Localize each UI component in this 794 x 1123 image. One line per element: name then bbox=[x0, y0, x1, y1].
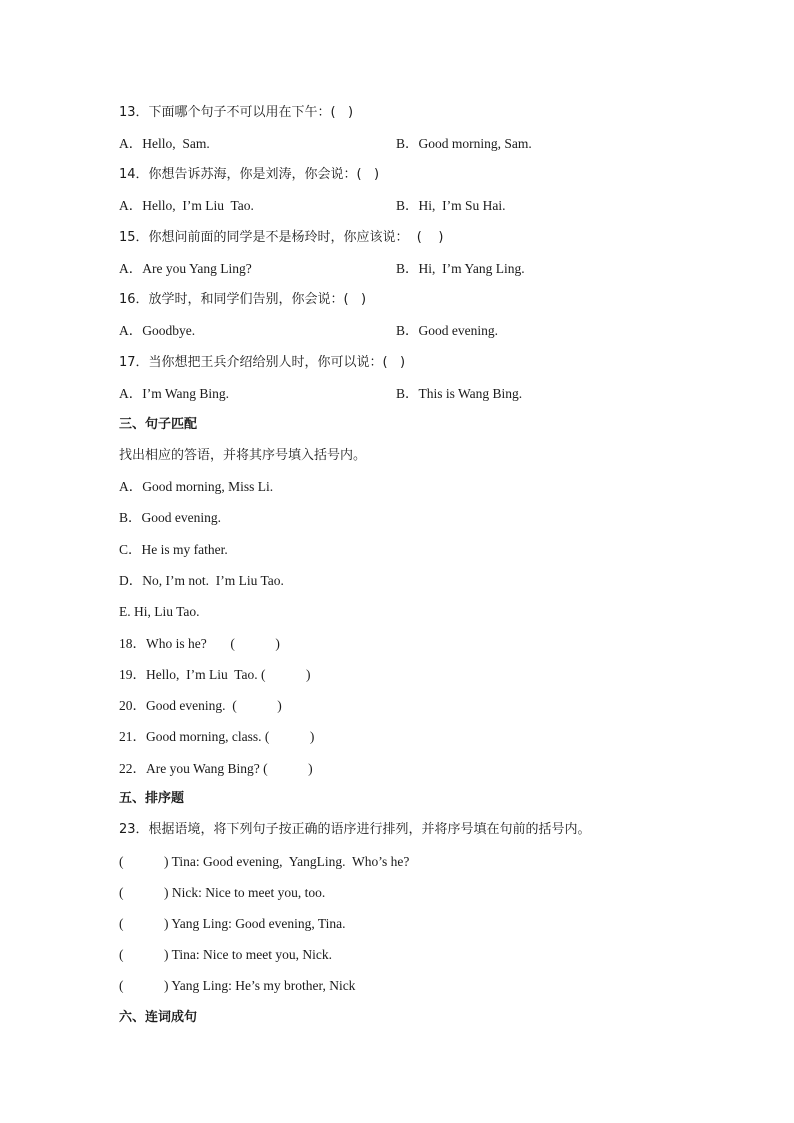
question-14-option-a: A．Hello, I’m Liu Tao. bbox=[119, 198, 254, 213]
question-13-option-b: B．Good morning, Sam. bbox=[396, 136, 532, 151]
ordering-item: ( ) Tina: Good evening, YangLing. Who’s he? bbox=[119, 854, 410, 869]
question-21: 21．Good morning, class. ( ) bbox=[119, 729, 315, 744]
ordering-item: ( ) Yang Ling: Good evening, Tina. bbox=[119, 916, 346, 931]
ordering-item: ( ) Nick: Nice to meet you, too. bbox=[119, 885, 326, 900]
question-19: 19．Hello, I’m Liu Tao. ( ) bbox=[119, 667, 311, 682]
match-option-e: E. Hi, Liu Tao. bbox=[119, 604, 200, 619]
section-3-title: 三、句子匹配 bbox=[119, 417, 198, 432]
section-6-title: 六、连词成句 bbox=[119, 1010, 198, 1025]
match-option-d: D．No, I’m not. I’m Liu Tao. bbox=[119, 573, 284, 588]
question-17-option-a: A．I’m Wang Bing. bbox=[119, 386, 230, 401]
ordering-item: ( ) Tina: Nice to meet you, Nick. bbox=[119, 947, 332, 962]
question-14: 14．你想告诉苏海，你是刘涛，你会说：( ) bbox=[119, 167, 380, 182]
question-13: 13．下面哪个句子不可以用在下午：( ) bbox=[119, 105, 354, 120]
question-22: 22．Are you Wang Bing? ( ) bbox=[119, 761, 313, 776]
section-5-title: 五、排序题 bbox=[119, 791, 185, 806]
question-20: 20．Good evening. ( ) bbox=[119, 698, 282, 713]
match-option-c: C．He is my father. bbox=[119, 542, 228, 557]
match-option-a: A．Good morning, Miss Li. bbox=[119, 479, 274, 494]
question-14-option-b: B．Hi, I’m Su Hai. bbox=[396, 198, 506, 213]
match-option-b: B．Good evening. bbox=[119, 510, 221, 525]
section-5-instruction: 23．根据语境，将下列句子按正确的语序进行排列，并将序号填在句前的括号内。 bbox=[119, 822, 591, 837]
question-17-option-b: B．This is Wang Bing. bbox=[396, 386, 523, 401]
question-16: 16．放学时，和同学们告别，你会说：( ) bbox=[119, 292, 367, 307]
question-16-option-b: B．Good evening. bbox=[396, 323, 498, 338]
ordering-item: ( ) Yang Ling: He’s my brother, Nick bbox=[119, 978, 356, 993]
section-3-instruction: 找出相应的答语，并将其序号填入括号内。 bbox=[119, 448, 367, 463]
question-18: 18．Who is he? ( ) bbox=[119, 636, 280, 651]
question-15-option-a: A．Are you Yang Ling? bbox=[119, 261, 252, 276]
question-16-option-a: A．Goodbye. bbox=[119, 323, 196, 338]
question-15: 15．你想问前面的同学是不是杨玲时，你应该说： ( ) bbox=[119, 230, 444, 245]
question-13-option-a: A．Hello, Sam. bbox=[119, 136, 210, 151]
question-17: 17．当你想把王兵介绍给别人时，你可以说：( ) bbox=[119, 355, 406, 370]
question-15-option-b: B．Hi, I’m Yang Ling. bbox=[396, 261, 525, 276]
